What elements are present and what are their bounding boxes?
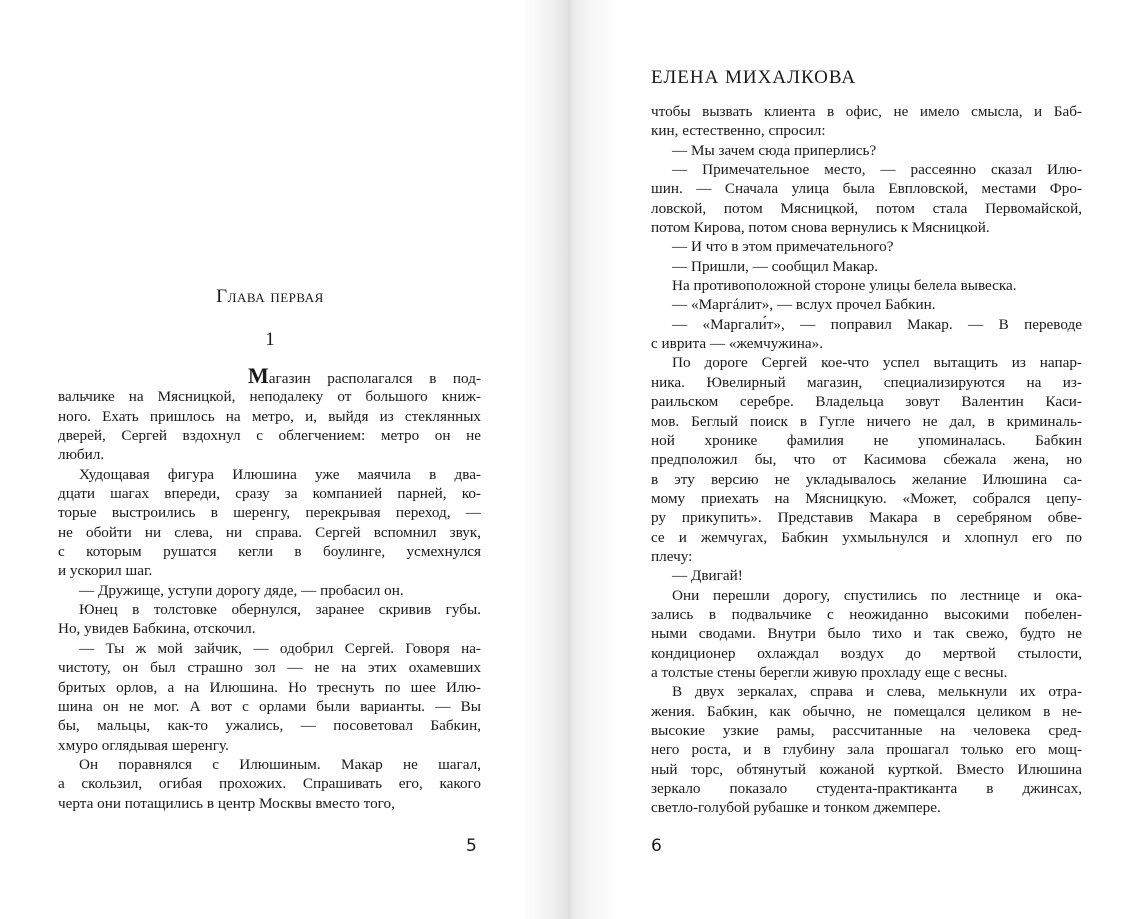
- text-line: Юнец в толстовке обернулся, заранее скривив губы.: [79, 601, 481, 619]
- text-line: мому приехать на Мясницкую. «Может, собрался цепу-: [651, 489, 1082, 507]
- text-line: высокие узкие рамы, рассчитанные на человека сред-: [651, 722, 1082, 739]
- text-line: ловской, потом Мясницкой, потом стала Первомайской,: [651, 199, 1082, 217]
- text-line: В двух зеркалах, справа и слева, мелькнули их отра-: [672, 683, 1082, 701]
- text-line: не обойти ни слева, ни справа. Сергей вспомнил звук,: [58, 523, 481, 541]
- text-line: любил.: [58, 446, 105, 464]
- paragraph: [58, 465, 481, 581]
- paragraph: [651, 160, 1082, 237]
- paragraph: [651, 682, 1082, 817]
- text-line: — Двигай!: [672, 567, 743, 585]
- text-line: бритых орлов, а на Илюшина. Но треснуть по шее Илю-: [58, 678, 481, 696]
- text-line: кондиционер охлаждал воздух до мертвой стылости,: [651, 644, 1082, 662]
- text-line: потом Кирова, потом снова вернулись к Мясницкой.: [651, 219, 990, 237]
- text-line: в эту версию не укладывалось желание Илюшина са-: [651, 470, 1082, 488]
- text-line: дцати шагах впереди, сразу за компанией парней, ко-: [58, 485, 481, 503]
- text-line: — И что в этом примечательного?: [672, 238, 894, 256]
- text-line: шина он не мог. А вот с орлами были варианты. — Вы: [58, 697, 481, 715]
- paragraph: [651, 237, 1082, 256]
- text-line: предположил бы, что от Касимова сбежала жена, но: [651, 451, 1082, 469]
- paragraph: [58, 581, 481, 600]
- text-line: кин, естественно, спросил:: [651, 122, 826, 140]
- text-line: — Мы зачем сюда приперлись?: [672, 141, 877, 159]
- section-number: 1: [265, 329, 275, 350]
- text-line: ника. Ювелирный магазин, специализируются на из-: [651, 373, 1082, 391]
- text-line: светло-голубой рубашке и тонком джемпере.: [651, 799, 941, 817]
- left-page-text: [58, 363, 481, 813]
- text-line: — Примечательное место, — рассеянно сказал Илю-: [672, 161, 1082, 179]
- text-line: Он поравнялся с Илюшиным. Макар не шагал,: [79, 755, 481, 773]
- paragraph: [58, 600, 481, 639]
- text-line: — «Маргáлит», — вслух прочел Бабкин.: [672, 296, 936, 314]
- text-line: него роста, и в глубину зала прошагал только его мощ-: [651, 741, 1082, 759]
- paragraph: [58, 755, 481, 813]
- paragraph: [651, 276, 1082, 295]
- paragraph: [651, 257, 1082, 276]
- text-line: торые выстроились в шеренгу, перекрывая переход, —: [58, 504, 481, 522]
- text-line: дверей, Сергей вздохнул с облегчением: метро он не: [58, 427, 481, 445]
- text-line: [58, 363, 481, 388]
- text-line: Они перешли дорогу, спустились по лестнице и ока-: [672, 586, 1082, 604]
- text-line: вальчике на Мясницкой, неподалеку от большого книж-: [58, 388, 481, 406]
- paragraph: [651, 353, 1082, 566]
- text-line: ной хронике фамилия не упоминалась. Бабкин: [651, 431, 1082, 449]
- text-line: Но, увидев Бабкина, отскочил.: [58, 620, 256, 638]
- text-line: ного. Ехать пришлось на метро, и, выйдя из стеклянных: [58, 407, 481, 425]
- text-line: бы, мальцы, как-то ужались, — посоветовал Бабкин,: [58, 717, 481, 735]
- text-line: плечу:: [651, 547, 693, 565]
- paragraph: [651, 141, 1082, 160]
- paragraph: [651, 586, 1082, 683]
- text-line: На противоположной стороне улицы белела вывеска.: [672, 277, 1017, 295]
- text-line: По дороге Сергей кое-что успел вытащить из напар-: [672, 354, 1082, 372]
- text-line: раильском серебре. Владельца зовут Валентин Каси-: [651, 393, 1082, 411]
- text-line: — Пришли, — сообщил Макар.: [672, 257, 879, 275]
- text-line: жения. Бабкин, как обычно, не помещался целиком в не-: [651, 702, 1082, 720]
- text-line: и ускорил шаг.: [58, 562, 153, 580]
- page-number-left: 5: [466, 836, 477, 856]
- text-line: зеркало показало студента-практиканта в джинсах,: [651, 780, 1082, 798]
- text-line: — Дружище, уступи дорогу дяде, — пробасил он.: [79, 581, 404, 599]
- text-line: с иврита — «жемчужина».: [651, 335, 824, 353]
- text-line: Худощавая фигура Илюшина уже маячила в два-: [79, 465, 481, 483]
- right-page-text: [651, 102, 1082, 818]
- page-number-right: 6: [651, 836, 662, 856]
- right-page: [568, 0, 1136, 919]
- text-line: черта они потащились в центр Москвы вместо того,: [58, 794, 395, 812]
- text-line: зались в подвальчике с неожиданно высокими побелен-: [651, 605, 1082, 623]
- drop-cap: М: [248, 363, 269, 388]
- paragraph: [651, 315, 1082, 354]
- text-line: а скользил, огибая прохожих. Спрашивать его, какого: [58, 775, 481, 793]
- paragraph: [651, 102, 1082, 141]
- paragraph: [651, 566, 1082, 585]
- running-head-author: ЕЛЕНА МИХАЛКОВА: [651, 67, 857, 88]
- text-line: ными сводами. Внутри было тихо и так свежо, будто не: [651, 625, 1082, 643]
- text-line: чтобы вызвать клиента в офис, не имело смысла, и Баб-: [651, 103, 1082, 120]
- paragraph: [58, 363, 481, 465]
- text-line: се и жемчугах, Бабкин ухмыльнулся и хлопнул его по: [651, 528, 1082, 546]
- paragraph: [651, 295, 1082, 314]
- text-line: ру прикупить». Представив Макара в серебряном обве-: [651, 509, 1082, 527]
- text-line: хмуро оглядывая шеренгу.: [58, 736, 229, 754]
- text-line: мов. Беглый поиск в Гугле ничего не дал, в криминаль-: [651, 412, 1082, 430]
- text-line: а толстые стены берегли живую прохладу еще с весны.: [651, 663, 1008, 681]
- text-line: чистоту, он был страшно зол — не на этих охамевших: [58, 659, 481, 677]
- text-line-body: агазин располагался в под-: [268, 370, 481, 387]
- text-line: с которым рушатся кегли в боулинге, усмехнулся: [58, 543, 481, 561]
- text-line: шин. — Сначала улица была Евпловской, местами Фро-: [651, 180, 1082, 198]
- text-line: ный торс, обтянутый кожаной курткой. Вместо Илюшина: [651, 760, 1082, 778]
- paragraph: [58, 639, 481, 755]
- text-line: — «Маргали́т», — поправил Макар. — В переводе: [672, 315, 1082, 333]
- chapter-title: Глава первая: [216, 286, 324, 307]
- text-line: — Ты ж мой зайчик, — одобрил Сергей. Говоря на-: [79, 639, 481, 657]
